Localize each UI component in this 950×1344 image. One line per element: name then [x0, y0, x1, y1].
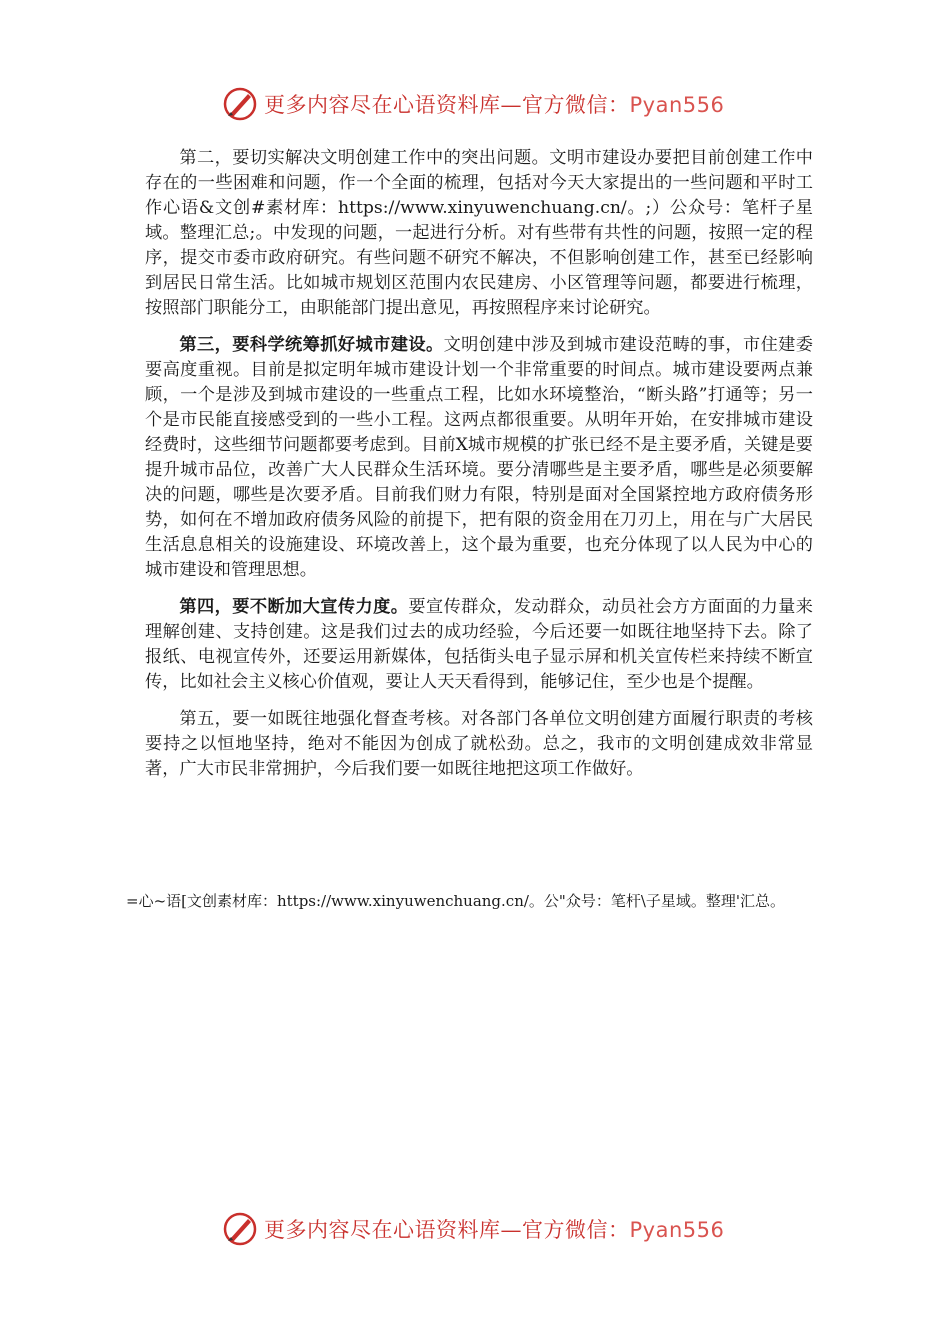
paragraph-text: 第二，要切实解决文明创建工作中的突出问题。文明市建设办要把目前创建工作中存在的一些困难和问题，作一个全面的梳理，包括对今天大家提出的一些问题和平时工作心语&文创#素材库：https://www.xinyuwenchuang.cn/。;）公众号：笔杆子星域。整理汇总;。中发现的问题，一起进行分析。对有些带有共性的问题，按照一定的程序，提交市委市政府研究。有些问题不研究不解决，不但影响创建工作，甚至已经影响到居民日常生活。比如城市规划区范围内农民建房、小区管理等问题，都要进行梳理，按照部门职能分工，由职能部门提出意见，再按照程序来讨论研究。 [145, 148, 813, 318]
source-note: =心~语[文创素材库：https://www.xinyuwenchuang.cn/。公"众号：笔杆\子星域。整理'汇总。 [126, 892, 785, 910]
banner-wechat-id: Pyan556 [629, 1218, 725, 1242]
banner-text [264, 1214, 724, 1244]
pen-logo-icon [222, 1211, 258, 1247]
paragraph-2 [145, 146, 813, 321]
paragraph-text: 要宣传群众，发动群众，动员社会方方面面的力量来理解创建、支持创建。这是我们过去的成功经验，今后还要一如既往地坚持下去。除了报纸、电视宣传外，还要运用新媒体，包括街头电子显示屏和机关宣传栏来持续不断宣传，比如社会主义核心价值观，要让人天天看得到，能够记住，至少也是个提醒。 [145, 597, 813, 692]
banner-title: 更多内容尽在心语资料库—官方微信： [264, 93, 630, 117]
footer-banner [222, 1209, 742, 1249]
banner-wechat-id: Pyan556 [629, 93, 725, 117]
paragraph-5 [145, 707, 813, 782]
paragraph-text: 文明创建中涉及到城市建设范畴的事，市住建委要高度重视。目前是拟定明年城市建设计划一个非常重要的时间点。城市建设要两点兼顾，一个是涉及到城市建设的一些重点工程，比如水环境整治，“断头路”打通等；另一个是市民能直接感受到的一些小工程。这两点都很重要。从明年开始，在安排城市建设经费时，这些细节问题都要考虑到。目前X城市规模的扩张已经不是主要矛盾，关键是要提升城市品位，改善广大人民群众生活环境。要分清哪些是主要矛盾，哪些是必须要解决的问题，哪些是次要矛盾。目前我们财力有限，特别是面对全国紧控地方政府债务形势，如何在不增加政府债务风险的前提下，把有限的资金用在刀刃上，用在与广大居民生活息息相关的设施建设、环境改善上，这个最为重要，也充分体现了以人民为中心的城市建设和管理思想。 [145, 335, 813, 580]
banner-text [264, 89, 724, 119]
pen-logo-icon [222, 86, 258, 122]
banner-title: 更多内容尽在心语资料库—官方微信： [264, 1218, 630, 1242]
header-banner [222, 84, 742, 124]
paragraph-4 [145, 595, 813, 695]
paragraph-3 [145, 333, 813, 583]
paragraph-text: 第五，要一如既往地强化督查考核。对各部门各单位文明创建方面履行职责的考核要持之以恒地坚持，绝对不能因为创成了就松劲。总之，我市的文明创建成效非常显著，广大市民非常拥护，今后我们要一如既往地把这项工作做好。 [145, 709, 813, 779]
paragraph-lead: 第四，要不断加大宣传力度。 [179, 597, 409, 617]
paragraph-lead: 第三，要科学统筹抓好城市建设。 [179, 335, 444, 355]
document-body [145, 146, 813, 794]
